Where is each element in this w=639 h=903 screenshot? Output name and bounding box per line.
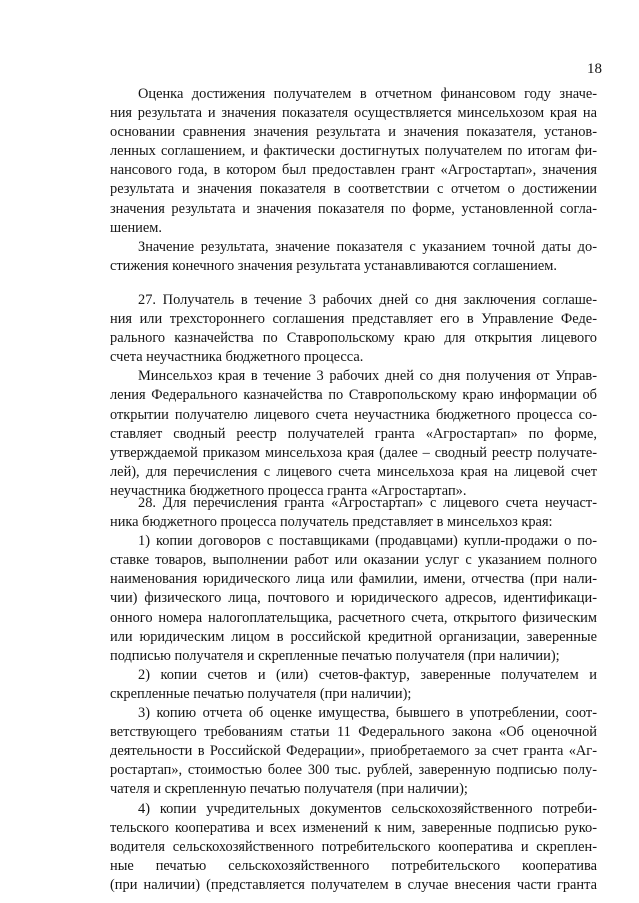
text-line: водителя сельскохозяйственного потребительского кооператива и скреплен- [110,838,597,855]
text-line: скрепленные печатью получателя (при наличии); [110,685,412,702]
text-line: ления Федерального казначейства по Ставропольскому краю информации об [110,387,597,404]
text-line: тельского кооператива и всех изменений к ним, заверенные подписью руко- [110,819,597,836]
text-line: Минсельхоз края в течение 3 рабочих дней со дня получения от Управ- [138,368,597,385]
text-line: онного номера налогоплательщика, расчетного счета, открытого физическим [110,609,597,626]
text-line: стижения конечного значения результата устанавливаются соглашением. [110,257,557,274]
text-line: 2) копии счетов и (или) счетов-фактур, заверенные получателем и [138,666,597,683]
text-line: 28. Для перечисления гранта «Агростартап» с лицевого счета неучаст- [138,495,597,511]
text-line: ставке товаров, выполнении работ или оказании услуг с указанием полного [110,552,597,569]
text-line: Оценка достижения получателем в отчетном финансовом году значе- [138,86,597,102]
text-line: ветствующего требованиям статьи 11 Федерального закона «Об оценочной [110,724,597,741]
text-line: утверждаемой приказом минсельхоза края (далее – сводный реестр получате- [110,444,597,461]
text-line: (при наличии) (представляется получателем в случае внесения части гранта [110,876,597,893]
text-line: ростартап», стоимостью более 300 тыс. рублей, заверенную подписью полу- [110,762,597,779]
text-line: значения результата и значения показателя по форме, установленной согла- [110,200,597,217]
text-line: счета неучастника бюджетного процесса. [110,349,364,366]
text-line: ставляет сводный реестр получателей гранта «Агростартап» по форме, [110,425,597,442]
text-line: нансового года, в котором был предоставлен грант «Агростартап», значения [110,162,597,179]
text-line: деятельности в Российской Федерации», приобретаемого за счет гранта «Аг- [110,743,597,760]
text-line: ные печатью сельскохозяйственного потребительского кооператива [110,857,597,874]
text-line: шением. [110,219,162,236]
text-line: результата и значения показателя в соответствии с отчетом о достижении [110,181,597,198]
text-line: ника бюджетного процесса получатель представляет в минсельхоз края: [110,514,553,531]
text-line: лей), для перечисления с лицевого счета минсельхоза края на лицевой счет [110,463,597,480]
text-line: ния результата и значения показателя осуществляется минсельхозом края на [110,105,597,122]
text-line: наименования юридического лица или фамилии, имени, отчества (при нали- [110,571,597,588]
text-line: подписью получателя и скрепленные печатью получателя (при наличии); [110,647,560,664]
text-line: чателя и скрепленную печатью получателя (при наличии); [110,781,468,798]
text-line: ния или трехстороннего соглашения представляет его в Управление Феде- [110,311,597,328]
text-line: чии) физического лица, почтового и юридического адресов, идентификаци- [110,590,597,607]
text-line: основании сравнения значения результата и значения показателя, установ- [110,124,597,141]
paragraph-block-27 [110,291,597,501]
text-line: Значение результата, значение показателя с указанием точной даты до- [138,238,597,255]
text-line: рального казначейства по Ставропольскому краю для открытия лицевого [110,330,597,347]
paragraph-block-28 [110,494,597,895]
text-line: или юридическим лицом в российской кредитной организации, заверенные [110,628,597,645]
text-line: открытии получателю лицевого счета неучастника бюджетного процесса со- [110,406,597,423]
paragraph-block-evaluation [110,85,597,276]
text-line: 4) копии учредительных документов сельскохозяйственного потреби- [138,800,597,817]
text-line: неучастника бюджетного процесса гранта «Агростартап». [110,482,467,499]
page-number: 18 [587,61,602,77]
text-line: 1) копии договоров с поставщиками (продавцами) купли-продажи о по- [138,533,597,550]
text-line: 3) копию отчета об оценке имущества, бывшего в употреблении, соот- [138,705,597,722]
text-line: ленных соглашением, и фактически достигнутых получателем по итогам фи- [110,143,597,160]
text-line: 27. Получатель в течение 3 рабочих дней со дня заключения соглаше- [138,292,597,308]
